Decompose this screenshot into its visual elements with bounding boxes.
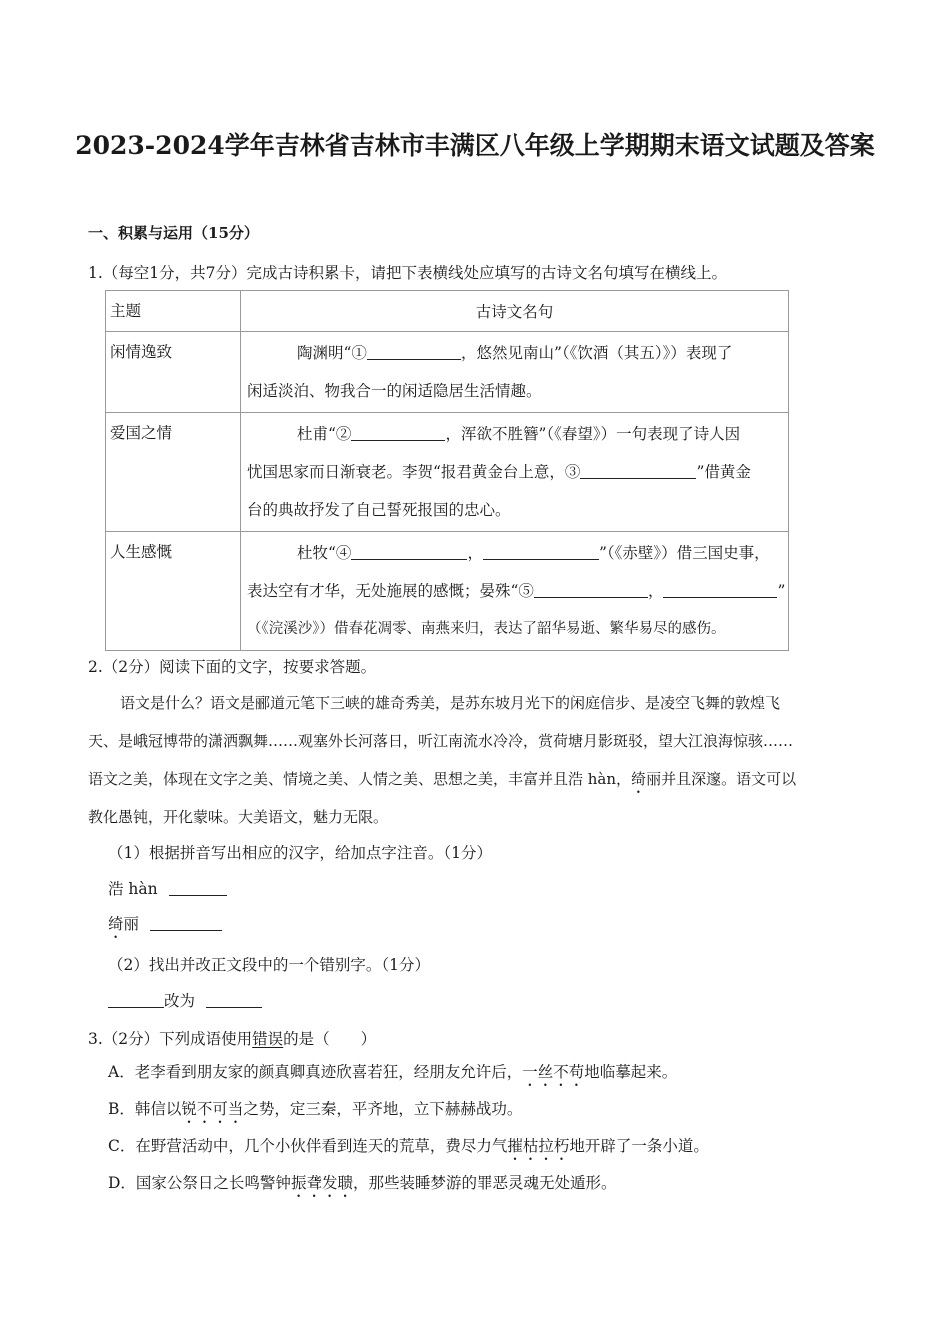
- text: 改为: [164, 992, 196, 1010]
- text: 丽并且深邃。语文可以: [646, 770, 797, 788]
- answer-blank-hanzi[interactable]: [169, 879, 227, 896]
- table-row: [106, 332, 789, 413]
- poem-table: [105, 290, 789, 651]
- text: 杜牧“④: [297, 544, 352, 562]
- answer-line: [108, 913, 222, 942]
- answer-blank-correct[interactable]: [206, 991, 262, 1008]
- dotted-idiom: 摧枯拉朽: [507, 1137, 570, 1155]
- text: 的是（ ）: [283, 1030, 377, 1048]
- text: 丽: [123, 915, 140, 933]
- answer-blank-5a[interactable]: [534, 581, 648, 598]
- text: ，: [467, 544, 483, 562]
- dotted-char: 绮: [631, 770, 647, 788]
- question-1-stem: 1.（每空1分，共7分）完成古诗积累卡，请把下表横线处应填写的古诗文名句填写在横线上。: [88, 264, 728, 282]
- text: （《浣溪沙》）借春花凋零、南燕来归，表达了韶华易逝、繁华易尽的感伤。: [247, 621, 726, 637]
- text: B．韩信以: [108, 1100, 182, 1118]
- text: ，浑欲不胜簪”（《春望》）一句表现了诗人因: [445, 425, 741, 443]
- header-lines: 古诗文名句: [241, 291, 789, 332]
- section-heading: 一、积累与运用（15分）: [88, 224, 259, 242]
- text: 3.（2分）下列成语使用: [88, 1030, 253, 1048]
- lines-cell: [241, 332, 789, 413]
- page-title: 2023-2024学年吉林省吉林市丰满区八年级上学期期末语文试题及答案: [75, 131, 875, 160]
- text: ，那些装睡梦游的罪恶灵魂无处遁形。: [352, 1174, 617, 1192]
- answer-line: [108, 878, 227, 900]
- answer-blank-4a[interactable]: [351, 543, 467, 560]
- dotted-char: 绮: [108, 915, 124, 933]
- text: 地开辟了一条小道。: [569, 1137, 709, 1155]
- sub-question-1: （1）根据拼音写出相应的汉字，给加点字注音。（1分）: [108, 844, 492, 862]
- text: 陶渊明“①: [297, 344, 367, 362]
- text: 地临摹起来。: [584, 1063, 678, 1081]
- table-row: [106, 532, 789, 651]
- text: 台的典故抒发了自己誓死报国的忠心。: [247, 501, 511, 519]
- answer-blank-5b[interactable]: [663, 581, 777, 598]
- question-2-stem: 2.（2分）阅读下面的文字，按要求答题。: [88, 658, 377, 676]
- text: 表达空有才华，无处施展的感慨；晏殊“⑤: [247, 582, 534, 600]
- text: ，悠然见南山”（《饮酒（其五）》）表现了: [460, 344, 733, 362]
- text: ”: [777, 582, 786, 600]
- question-3-stem: [88, 1028, 376, 1050]
- answer-blank-2[interactable]: [351, 424, 445, 441]
- lines-cell: [241, 532, 789, 651]
- sub-question-2: （2）找出并改正文段中的一个错别字。（1分）: [108, 956, 430, 974]
- text: 杜甫“②: [297, 425, 352, 443]
- dotted-idiom: 锐不可当: [181, 1100, 244, 1118]
- passage-line: [88, 760, 796, 798]
- answer-line: [108, 990, 262, 1012]
- passage-line: 语文是什么？语文是郦道元笔下三峡的雄奇秀美，是苏东坡月光下的闲庭信步、是凌空飞舞的敦煌飞: [120, 694, 781, 712]
- option-a[interactable]: [108, 1061, 677, 1090]
- text: 闲适淡泊、物我合一的闲适隐居生活情趣。: [247, 382, 542, 400]
- theme-cell: 人生感慨: [106, 532, 241, 651]
- dotted-idiom: 一丝不苟: [522, 1063, 585, 1081]
- text: 语文之美，体现在文字之美、情境之美、人情之美、思想之美，丰富并且浩 hàn，: [88, 770, 632, 788]
- answer-blank-3[interactable]: [580, 462, 696, 479]
- text: ”借黄金: [696, 463, 751, 481]
- text: ，: [647, 582, 664, 600]
- theme-cell: 闲情逸致: [106, 332, 241, 413]
- text: C．在野营活动中，几个小伙伴看到连天的荒草，费尽力气: [108, 1137, 508, 1155]
- underlined-text: 错误: [252, 1030, 284, 1048]
- answer-blank-1[interactable]: [367, 343, 461, 360]
- text: 忧国思家而日渐衰老。李贺“报君黄金台上意，③: [247, 463, 581, 481]
- lines-cell: [241, 413, 789, 532]
- dotted-idiom: 振聋发聩: [290, 1174, 353, 1192]
- text: A．老李看到朋友家的颜真卿真迹欣喜若狂，经朋友允许后，: [108, 1063, 523, 1081]
- answer-blank-4b[interactable]: [483, 543, 599, 560]
- passage-line: 教化愚钝，开化蒙味。大美语文，魅力无限。: [88, 808, 389, 826]
- table-header-row: [106, 291, 789, 332]
- answer-blank-wrong[interactable]: [108, 991, 164, 1008]
- passage-line: 天、是峨冠博带的潇洒飘舞……观塞外长河落日，听江南流水冷冷，赏荷塘月影斑驳，望大江浪海惊骇……: [88, 732, 794, 750]
- theme-cell: 爱国之情: [106, 413, 241, 532]
- passage: [88, 684, 796, 836]
- option-c[interactable]: [108, 1135, 709, 1164]
- pinyin-prompt: 浩 hàn: [108, 880, 158, 898]
- option-b[interactable]: [108, 1098, 522, 1127]
- table-row: [106, 413, 789, 532]
- text: D．国家公祭日之长鸣警钟: [108, 1174, 291, 1192]
- header-theme: 主题: [106, 291, 241, 332]
- option-d[interactable]: [108, 1172, 616, 1201]
- answer-blank-pinyin[interactable]: [150, 914, 222, 931]
- text: ”（《赤壁》）借三国史事，: [598, 544, 770, 562]
- text: 之势，定三秦，平齐地，立下赫赫战功。: [243, 1100, 523, 1118]
